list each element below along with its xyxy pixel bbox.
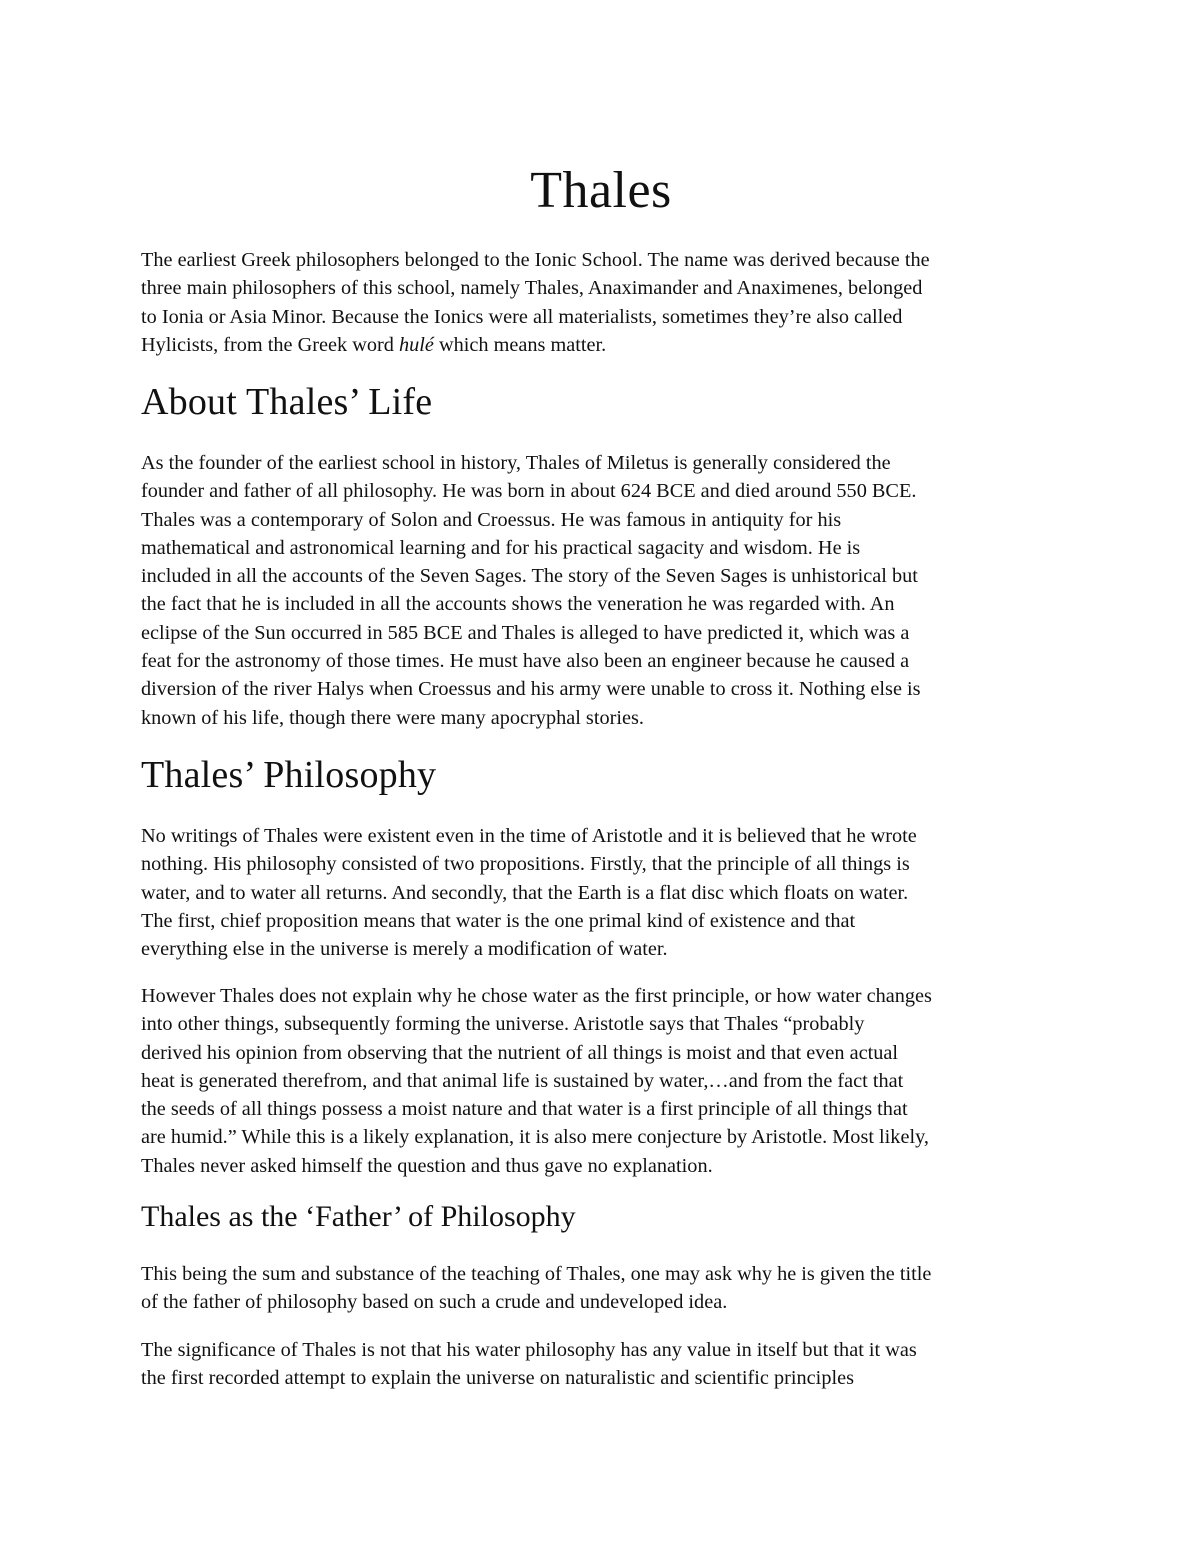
text-fragment: Hylicists, from the Greek word <box>141 333 399 356</box>
text-line: included in all the accounts of the Seven Sages. The story of the Seven Sages is unhistorical but <box>141 565 918 588</box>
philosophy-paragraph-1 <box>141 822 1061 963</box>
text-line: the fact that he is included in all the accounts shows the veneration he was regarded with. An <box>141 593 895 616</box>
text-line: No writings of Thales were existent even in the time of Aristotle and it is believed that he wrote <box>141 825 917 847</box>
philosophy-paragraph-2 <box>141 982 1061 1180</box>
text-line: into other things, subsequently forming the universe. Aristotle says that Thales “probably <box>141 1013 865 1036</box>
text-line: Thales was a contemporary of Solon and Croessus. He was famous in antiquity for his <box>141 508 842 531</box>
intro-paragraph <box>141 246 1061 359</box>
text-line: Thales never asked himself the question and thus gave no explanation. <box>141 1154 713 1177</box>
text-line: The first, chief proposition means that water is the one primal kind of existence and that <box>141 909 856 932</box>
text-line: derived his opinion from observing that the nutrient of all things is moist and that even actual <box>141 1041 899 1064</box>
life-paragraph <box>141 449 1061 732</box>
text-line: diversion of the river Halys when Croessus and his army were unable to cross it. Nothing else is <box>141 678 921 701</box>
section-heading-philosophy: Thales’ Philosophy <box>141 754 437 796</box>
text-line: mathematical and astronomical learning and for his practical sagacity and wisdom. He is <box>141 536 861 559</box>
text-line: founder and father of all philosophy. He was born in about 624 BCE and died around 550 BCE. <box>141 480 917 503</box>
text-line: are humid.” While this is a likely explanation, it is also mere conjecture by Aristotle. Most likely, <box>141 1126 929 1149</box>
father-paragraph-2 <box>141 1336 1061 1393</box>
section-heading-father: Thales as the ‘Father’ of Philosophy <box>141 1200 576 1233</box>
text-line: heat is generated therefrom, and that animal life is sustained by water,…and from the fact that <box>141 1069 904 1092</box>
text-line: eclipse of the Sun occurred in 585 BCE and Thales is alleged to have predicted it, which was a <box>141 621 910 644</box>
italic-word: hulé <box>398 333 434 356</box>
father-paragraph-1 <box>141 1260 1061 1317</box>
text-fragment: which means matter. <box>433 333 607 356</box>
text-line: nothing. His philosophy consisted of two propositions. Firstly, that the principle of all things is <box>141 853 910 876</box>
text-line: three main philosophers of this school, namely Thales, Anaximander and Anaximenes, belonged <box>141 277 923 300</box>
text-line: feat for the astronomy of those times. He must have also been an engineer because he caused a <box>141 650 910 673</box>
page-title: Thales <box>530 162 672 219</box>
text-line: everything else in the universe is merely a modification of water. <box>141 938 668 961</box>
text-line: The earliest Greek philosophers belonged to the Ionic School. The name was derived because the <box>141 249 930 271</box>
text-line: known of his life, though there were many apocryphal stories. <box>141 706 644 729</box>
text-line <box>141 331 1061 359</box>
text-line: the first recorded attempt to explain the universe on naturalistic and scientific principles <box>141 1367 854 1390</box>
text-line: to Ionia or Asia Minor. Because the Ionics were all materialists, sometimes they’re also called <box>141 305 903 328</box>
text-line: the seeds of all things possess a moist nature and that water is a first principle of all things that <box>141 1098 908 1121</box>
text-line: As the founder of the earliest school in history, Thales of Miletus is generally considered the <box>141 452 891 474</box>
text-line: This being the sum and substance of the teaching of Thales, one may ask why he is given the title <box>141 1263 932 1285</box>
section-heading-life: About Thales’ Life <box>141 381 433 423</box>
text-line: However Thales does not explain why he chose water as the first principle, or how water changes <box>141 985 932 1007</box>
text-line: The significance of Thales is not that his water philosophy has any value in itself but that it was <box>141 1339 917 1361</box>
text-line: of the father of philosophy based on such a crude and undeveloped idea. <box>141 1291 728 1314</box>
text-line: water, and to water all returns. And secondly, that the Earth is a flat disc which floats on water. <box>141 881 909 904</box>
